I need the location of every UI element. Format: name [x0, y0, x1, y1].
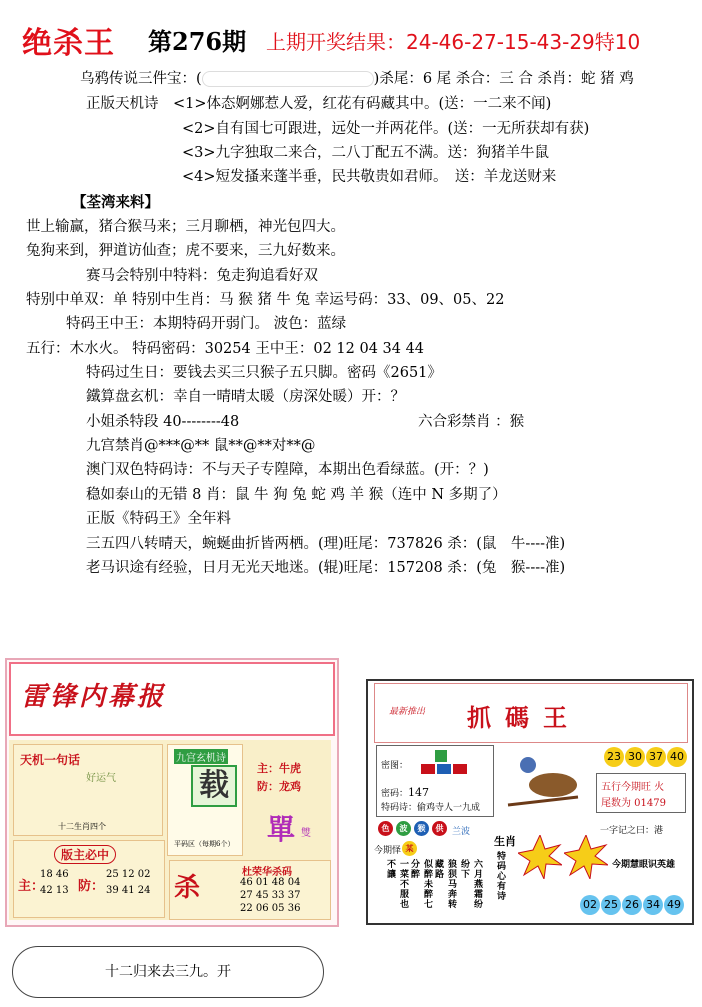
wuxing-text: 五行今期旺 火	[601, 782, 665, 793]
kill-row: 46 01 48 04	[240, 877, 301, 888]
leifeng-title: 雷锋内幕报	[21, 682, 167, 712]
tag-pill: 供	[432, 821, 447, 836]
zodiac-label: 生肖	[494, 835, 516, 848]
weishu-text: 尾数为 01479	[601, 798, 666, 809]
hunter-illustration-icon	[498, 745, 588, 815]
issue-number: 第276期	[148, 27, 247, 56]
poem-label: 特码诗：	[381, 803, 418, 813]
line-annual: 正版《特码王》全年料	[86, 511, 231, 527]
number-ball: 02	[580, 895, 600, 915]
crow-legend-kills: )杀尾：6 尾 杀合：三 合 杀肖：蛇 猪 鸡	[373, 71, 634, 87]
tag-pill: 猴	[414, 821, 429, 836]
poem-column: 一菜不服也不讓	[385, 859, 408, 909]
line-poem-li: 三五四八转晴天，蜿蜒曲折皆两栖。(理)旺尾：737826 杀：(鼠 牛----准)	[86, 536, 566, 552]
brand-title: 绝杀王	[22, 26, 115, 61]
tema-column: 特码心有诗	[495, 851, 505, 901]
line-king: 特码王中王：本期特码开弱门。 波色：蓝绿	[66, 316, 347, 332]
zai-box: 载	[191, 765, 237, 807]
kill-row: 22 06 05 36	[240, 903, 301, 914]
number-ball: 34	[643, 895, 663, 915]
board-fang-nums-1: 25 12 02	[106, 869, 151, 880]
number-ball: 30	[625, 747, 645, 767]
line-poem-gun: 老马识途有经验，日月无光天地迷。(辊)旺尾：157208 杀：(兔 猴----准)	[86, 560, 566, 576]
blank-field	[202, 71, 374, 87]
cloud-bubble	[12, 946, 324, 998]
kill-heading: 杜荣华杀码	[242, 867, 292, 878]
dan-glyph: 單	[267, 813, 296, 846]
secret-box	[376, 745, 494, 817]
banner-sub: 最新推出	[389, 707, 426, 717]
poem-row	[381, 800, 480, 813]
starburst-right-icon	[564, 835, 608, 879]
one-word-text: 一字记之曰：港	[600, 826, 664, 836]
zhu-label: 主：	[257, 762, 279, 775]
tag-pill: 波	[396, 821, 411, 836]
board-zhu-nums-1: 18 46	[40, 869, 69, 880]
line-forbid: 六合彩禁肖 ：猴	[418, 414, 525, 430]
crow-legend-label: 乌鸦传说三件宝：(	[80, 71, 202, 87]
number-ball: 25	[601, 895, 621, 915]
col-pill: 某	[402, 841, 417, 856]
line-macau-poem: 澳门双色特码诗：不与天子专隍障，本期出色看绿蓝。(开：？)	[86, 462, 489, 478]
board-fang-label: 防：	[78, 879, 105, 894]
number-ball: 49	[664, 895, 684, 915]
number-ball: 37	[646, 747, 666, 767]
board-zhu-label: 主：	[18, 879, 45, 894]
board-heading: 版主必中	[54, 845, 116, 864]
tianji-heading: 天机一句话	[20, 753, 81, 767]
kill-glyph: 杀	[174, 873, 201, 903]
tag-pill: 色	[378, 821, 393, 836]
line-miss-kill: 小姐杀特段 40--------48	[86, 414, 240, 430]
line-tianji-2: <2>自有国七可跟进，远处一并两花伴。(送：一无所获却有获)	[182, 121, 590, 137]
zhuamawang-image	[366, 679, 694, 925]
line-birthday: 特码过生日：要钱去买三只猴子五只脚。密码《2651》	[86, 365, 442, 381]
poem-column: 六月燕霜纷纷下	[459, 859, 482, 909]
poem-value: 偷鸡寺人一九成	[417, 803, 481, 813]
last-result: 上期开奖结果：24-46-27-15-43-29特10	[266, 30, 641, 54]
hero-text: 今期慧眼识英雄	[612, 860, 676, 870]
leifeng-newspaper-image	[5, 658, 339, 927]
line-odd-even: 特别中单双：单 特别中生肖：马 猴 猪 牛 兔 幸运号码：33、09、05、22	[26, 292, 505, 308]
leifeng-body	[9, 740, 331, 920]
mima-value: 147	[408, 786, 430, 799]
zhuamawang-banner	[374, 683, 688, 743]
shuang-glyph: 雙	[301, 828, 311, 839]
line-poem-1: 世上输赢，猪合猴马来；三月聊栖，神光包四大。	[26, 219, 345, 235]
banner-title: 抓碼王	[467, 703, 581, 732]
starburst-left-icon	[518, 835, 562, 879]
line-poem-2: 兔狗来到，狎道访仙查；虎不要来，三九好数来。	[26, 243, 345, 259]
line-crow-legend	[80, 70, 634, 88]
kill-row: 27 45 33 37	[240, 890, 301, 901]
tianji-sub: 好运气	[86, 773, 116, 784]
kill-card	[169, 860, 331, 920]
line-eight-zodiac: 稳如泰山的无错 8 肖：鼠 牛 狗 兔 蛇 鸡 羊 猴（连中 N 多期了）	[86, 487, 507, 503]
fang-value: 龙鸡	[279, 780, 301, 793]
line-jockey: 赛马会特别中特料：兔走狗追看好双	[86, 268, 318, 284]
secret-logo-icon	[421, 750, 471, 780]
line-tianji-1: 正版天机诗 <1>体态婀娜惹人爱，红花有码藏其中。(送：一二来不闻)	[86, 96, 552, 112]
line-tianji-4: <4>短发搔来蓬半垂，民共敬贵如君师。 送：羊龙送财来	[182, 169, 557, 185]
number-ball: 26	[622, 895, 642, 915]
line-five-elements: 五行：木水火。 特码密码：30254 王中王：02 12 04 34 44	[26, 341, 425, 357]
board-fang-nums-2: 39 41 24	[106, 885, 151, 896]
number-ball: 40	[667, 747, 687, 767]
board-card	[13, 840, 165, 918]
palace-note: 十二生肖四个	[58, 822, 106, 831]
number-ball: 23	[604, 747, 624, 767]
line-tianji-3: <3>九字独取二来合，二八丁配五不满。送：狗猪羊牛鼠	[182, 145, 550, 161]
col-title: 今期怿	[374, 846, 402, 856]
tag-blue-wave: 兰波	[452, 827, 471, 837]
leifeng-banner	[9, 662, 335, 736]
fang-label: 防：	[257, 780, 279, 793]
line-abacus: 鐵算盘玄机：幸自一晴晴太暖（房深处暖）开：？	[86, 389, 405, 405]
zhu-value: 牛虎	[279, 762, 301, 775]
wuxing-box	[596, 773, 686, 813]
tianji-card	[13, 744, 163, 836]
zhu-row	[257, 760, 301, 776]
mima-row	[381, 786, 429, 799]
poem-column: 狼狈马奔转藏路	[433, 859, 456, 909]
board-zhu-nums-2: 42 13	[40, 885, 69, 896]
nine-palace-heading: 九宫玄机诗	[174, 749, 228, 764]
ping-te-note: 平码区（每期6个）	[174, 840, 235, 848]
fang-row	[257, 778, 301, 794]
mitu-label: 密图：	[381, 761, 409, 771]
line-nine-palace: 九宫禁肖@***@** 鼠**@**对**@	[86, 438, 316, 454]
line-tsuen-wan: 【荃湾来料】	[72, 194, 159, 211]
mima-label: 密码：	[381, 789, 409, 799]
cloud-text: 十二归来去三九。开	[105, 964, 231, 980]
poem-column: 似醉未醉七分醉	[409, 859, 432, 909]
